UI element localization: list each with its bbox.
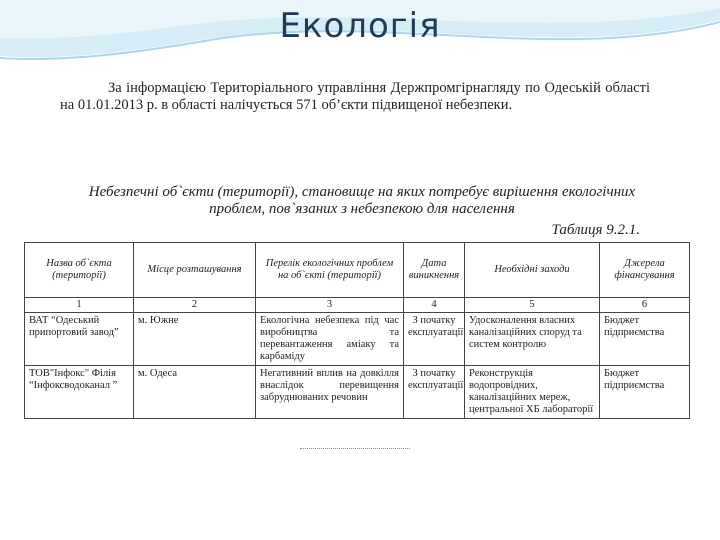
table-label: Таблиця 9.2.1. <box>551 222 640 238</box>
object-measures: Реконструкція водопровідних, каналізаційних мереж, центральної ХБ лабораторії <box>465 366 600 419</box>
object-funding: Бюджет підприємства <box>600 313 690 366</box>
column-number: 3 <box>256 298 404 313</box>
object-date: З початку експлуатації <box>404 313 465 366</box>
document-heading: Небезпечні об`єкти (території), становище на яких потребує вирішення екологічних проблем, пов`язаних з небезпекою для населення <box>88 184 636 217</box>
scanned-document <box>20 72 700 458</box>
page-cut-edge <box>300 448 410 455</box>
column-header: Необхідні заходи <box>465 243 600 298</box>
intro-paragraph: За інформацією Територіального управління Держпромгірнагляду по Одеській області на 01.01.2013 р. в області налічується 571 об’єкти підвищеної небезпеки. <box>60 80 650 113</box>
column-header: Перелік екологічних проблем на об`єкті (території) <box>256 243 404 298</box>
object-problems: Негативний вплив на довкілля внаслідок перевищення забруднюваних речовин <box>256 366 404 419</box>
table-row <box>25 366 690 419</box>
column-header: Місце розташування <box>134 243 256 298</box>
column-number: 4 <box>404 298 465 313</box>
column-header: Назва об`єкта (території) <box>25 243 134 298</box>
column-number: 6 <box>600 298 690 313</box>
object-name: ВАТ “Одеський припортовий завод” <box>25 313 134 366</box>
object-measures: Удосконалення власних каналізаційних споруд та систем контролю <box>465 313 600 366</box>
hazardous-objects-table <box>24 242 690 419</box>
column-header: Дата виникнення <box>404 243 465 298</box>
column-number: 2 <box>134 298 256 313</box>
object-problems: Екологічна небезпека під час виробництва та перевантаження аміаку та карбаміду <box>256 313 404 366</box>
column-number: 1 <box>25 298 134 313</box>
column-number: 5 <box>465 298 600 313</box>
column-number-row <box>25 298 690 313</box>
object-date: З початку експлуатації <box>404 366 465 419</box>
object-name: ТОВ"Інфокс" Філія “Інфоксводоканал ” <box>25 366 134 419</box>
object-location: м. Южне <box>134 313 256 366</box>
table-header-row <box>25 243 690 298</box>
column-header: Джерела фінансування <box>600 243 690 298</box>
object-location: м. Одеса <box>134 366 256 419</box>
slide-title: Екологія <box>279 6 441 46</box>
object-funding: Бюджет підприємства <box>600 366 690 419</box>
table-row <box>25 313 690 366</box>
